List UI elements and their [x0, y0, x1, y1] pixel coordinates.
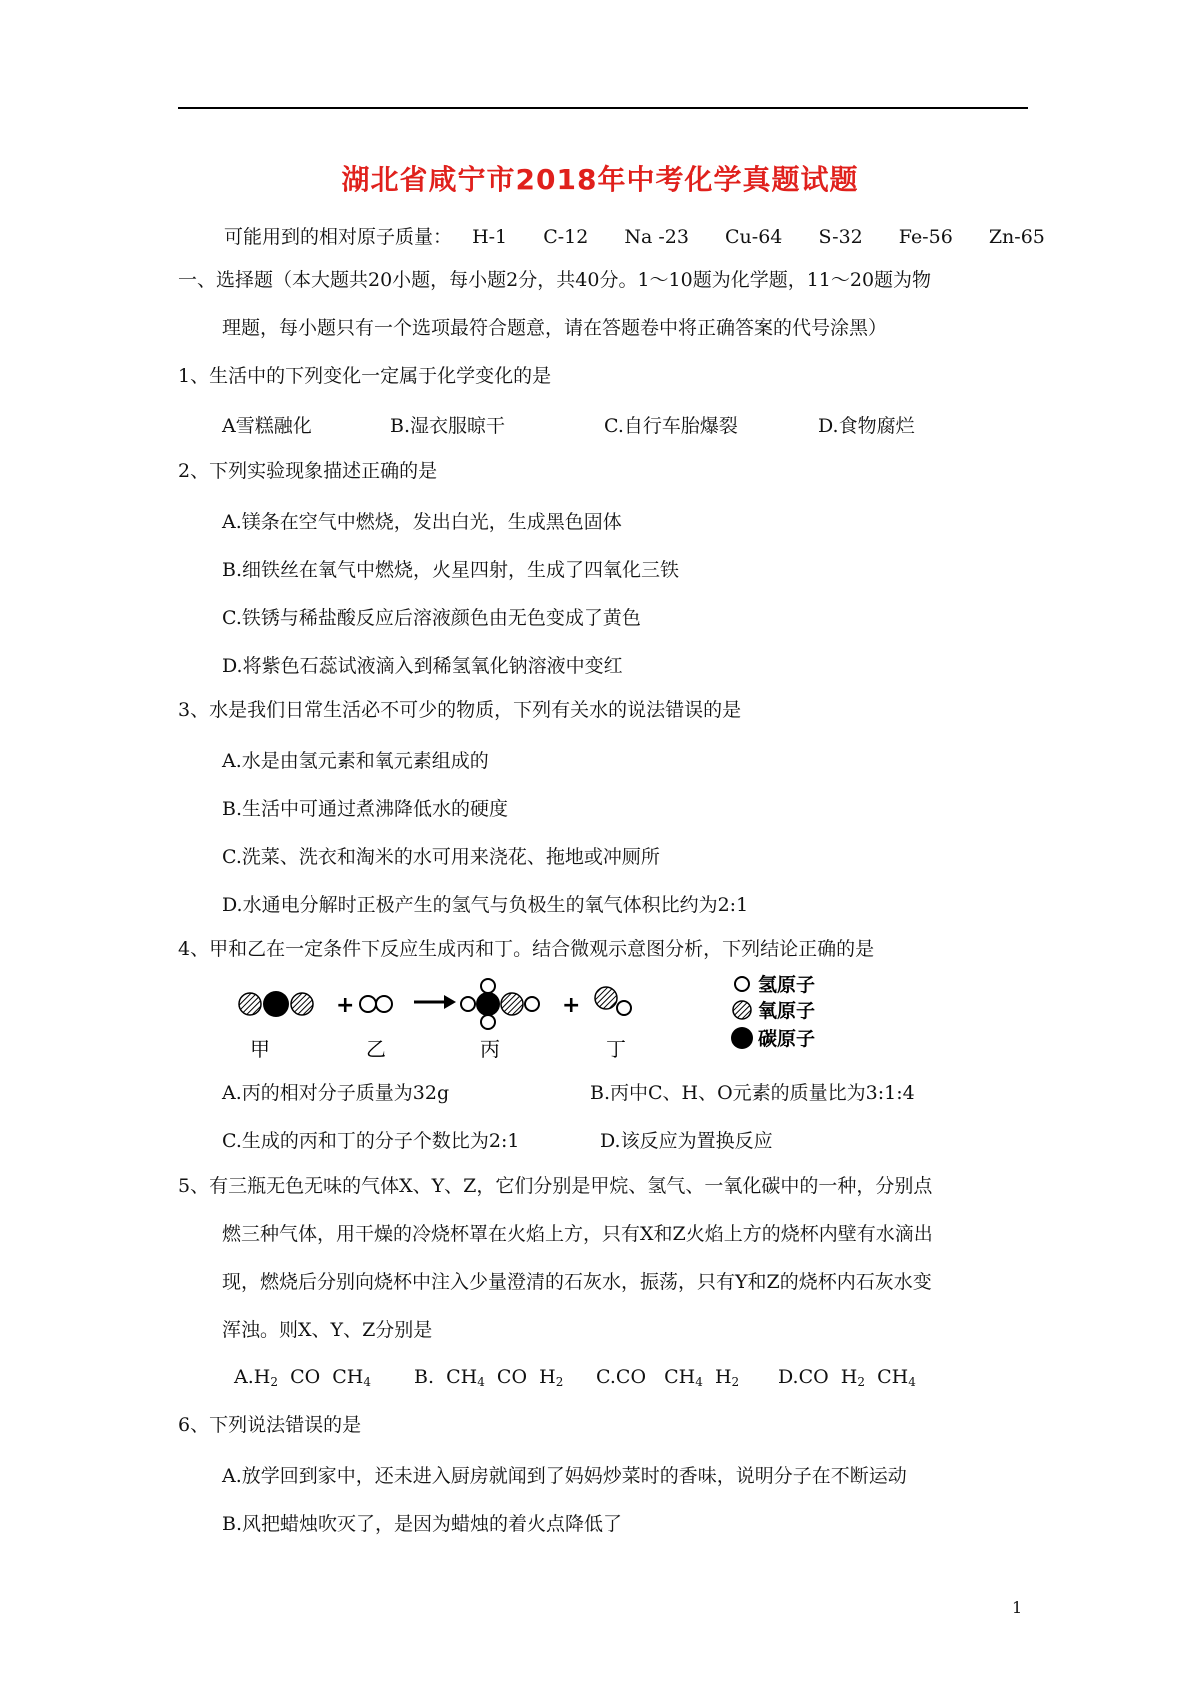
option-d: D.将紫色石蕊试液滴入到稀氢氧化钠溶液中变红	[222, 655, 623, 677]
question-stem: 6、下列说法错误的是	[178, 1414, 362, 1436]
question-stem: 1、生活中的下列变化一定属于化学变化的是	[178, 365, 552, 387]
option-c: C.CO $CH_4$ $H_2$	[596, 1366, 740, 1389]
atom-legend	[730, 968, 850, 1068]
option-a: A.丙的相对分子质量为32g	[222, 1082, 450, 1104]
option-d: D.该反应为置换反应	[600, 1130, 773, 1152]
reaction-arrow	[414, 995, 456, 1009]
option-d: D.水通电分解时正极产生的氢气与负极生的氧气体积比约为2:1	[222, 894, 749, 916]
label-bing: 丙	[480, 1037, 500, 1061]
mass-item: Zn-65	[988, 226, 1045, 248]
option-b: B.丙中C、H、O元素的质量比为3:1:4	[590, 1082, 915, 1104]
oxygen-atom-icon	[733, 1001, 751, 1019]
page-number: 1	[1012, 1598, 1023, 1617]
option-c: C.自行车胎爆裂	[604, 415, 738, 437]
option-b: B.生活中可通过煮沸降低水的硬度	[222, 798, 509, 820]
header-rule	[178, 107, 1028, 109]
option-b: B.风把蜡烛吹灭了，是因为蜡烛的着火点降低了	[222, 1513, 623, 1535]
mass-item: Cu-64	[725, 226, 783, 248]
mass-item: H-1	[472, 226, 508, 248]
option-b: B.湿衣服晾干	[390, 415, 506, 437]
hydrogen-atom-icon	[735, 977, 749, 991]
atomic-masses	[224, 222, 1075, 249]
question-stem: 5、有三瓶无色无味的气体X、Y、Z，它们分别是甲烷、氢气、一氧化碳中的一种，分别点	[178, 1175, 933, 1197]
label-yi: 乙	[366, 1037, 386, 1061]
question-stem-cont: 浑浊。则X、Y、Z分别是	[222, 1319, 433, 1341]
option-b: B. $CH_4$ CO $H_2$	[414, 1366, 564, 1389]
question-stem-cont: 燃三种气体，用干燥的冷烧杯罩在火焰上方，只有X和Z火焰上方的烧杯内壁有水滴出	[222, 1223, 933, 1245]
option-a: A.镁条在空气中燃烧，发出白光，生成黑色固体	[222, 511, 622, 533]
carbon-atom-icon	[731, 1027, 753, 1049]
molecule-yi	[360, 996, 392, 1012]
question-stem: 2、下列实验现象描述正确的是	[178, 460, 438, 482]
masses-label: 可能用到的相对原子质量：	[224, 226, 453, 248]
mass-item: Fe-56	[898, 226, 953, 248]
option-c: C.生成的丙和丁的分子个数比为2:1	[222, 1130, 520, 1152]
mass-item: S-32	[818, 226, 863, 248]
option-a: A.放学回到家中，还未进入厨房就闻到了妈妈炒菜时的香味，说明分子在不断运动	[222, 1465, 907, 1487]
legend-oxygen: 氧原子	[758, 1000, 816, 1022]
plus-sign: +	[336, 993, 355, 1018]
question-stem-cont: 现，燃烧后分别向烧杯中注入少量澄清的石灰水，振荡，只有Y和Z的烧杯内石灰水变	[222, 1271, 932, 1293]
question-stem: 3、水是我们日常生活必不可少的物质，下列有关水的说法错误的是	[178, 699, 742, 721]
legend-carbon: 碳原子	[758, 1028, 816, 1050]
option-c: C.铁锈与稀盐酸反应后溶液颜色由无色变成了黄色	[222, 607, 641, 629]
plus-sign: +	[562, 993, 581, 1018]
option-d: D.CO $H_2$ $CH_4$	[778, 1366, 916, 1389]
page-title: 湖北省咸宁市2018年中考化学真题试题	[341, 163, 859, 196]
mass-item: C-12	[543, 226, 589, 248]
question-stem: 4、甲和乙在一定条件下反应生成丙和丁。结合微观示意图分析，下列结论正确的是	[178, 938, 875, 960]
molecule-ding	[595, 987, 631, 1015]
section-heading: 一、选择题（本大题共20小题，每小题2分，共40分。1～10题为化学题，11～20题为物	[178, 269, 932, 291]
mass-item: Na -23	[624, 226, 689, 248]
section-heading-cont: 理题，每小题只有一个选项最符合题意，请在答题卷中将正确答案的代号涂黑）	[222, 317, 888, 339]
option-a: $A.H_2$ CO $CH_4$	[234, 1366, 372, 1389]
option-c: C.洗菜、洗衣和淘米的水可用来浇花、拖地或冲厕所	[222, 846, 660, 868]
option-d: D.食物腐烂	[818, 415, 915, 437]
label-ding: 丁	[606, 1037, 626, 1061]
option-b: B.细铁丝在氧气中燃烧，火星四射，生成了四氧化三铁	[222, 559, 680, 581]
option-a: A.水是由氢元素和氧元素组成的	[222, 750, 489, 772]
option-a: A雪糕融化	[222, 415, 312, 437]
legend-hydrogen: 氢原子	[758, 974, 816, 996]
label-jia: 甲	[250, 1037, 270, 1061]
molecule-bing	[461, 979, 539, 1029]
molecule-jia	[239, 991, 313, 1017]
